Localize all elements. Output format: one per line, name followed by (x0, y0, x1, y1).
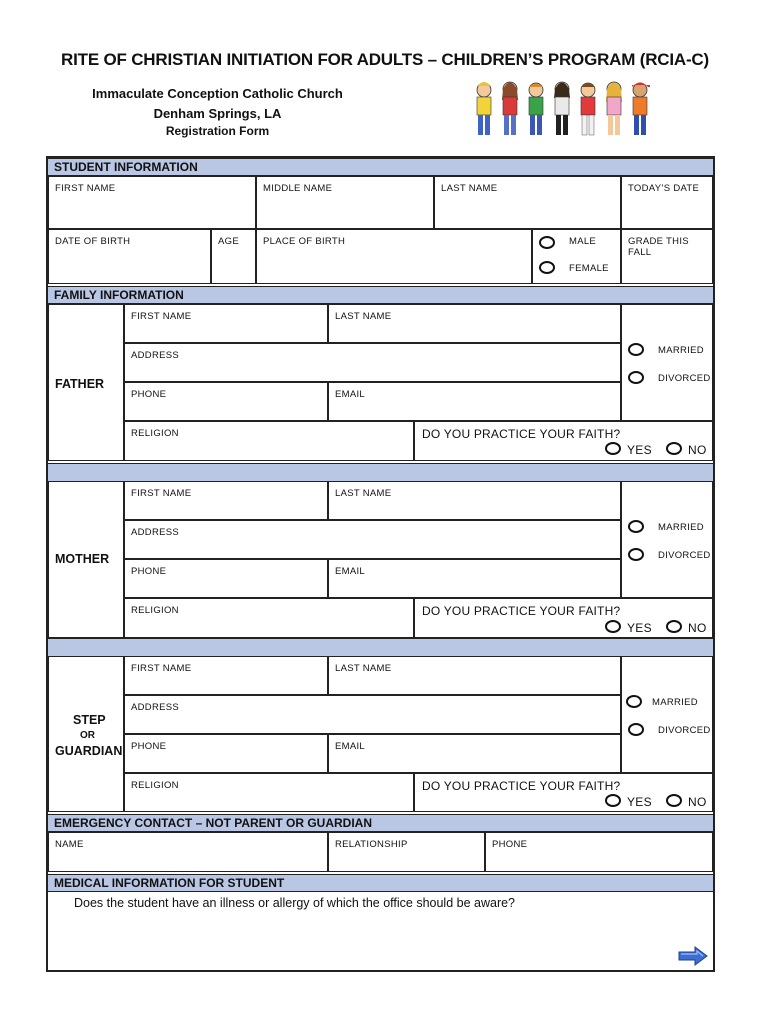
or-label: OR (80, 730, 95, 741)
male-radio[interactable] (539, 236, 555, 249)
label: ADDRESS (131, 350, 180, 361)
male-label: MALE (569, 236, 597, 247)
mother-first-name-field[interactable] (124, 481, 328, 520)
married-label: MARRIED (652, 697, 698, 708)
label: LAST NAME (335, 311, 392, 322)
label: NAME (55, 839, 84, 850)
guardian-email-field[interactable] (328, 734, 621, 773)
mother-married-radio[interactable] (628, 520, 644, 533)
form-title: RITE OF CHRISTIAN INITIATION FOR ADULTS – CHILDREN’S PROGRAM (RCIA-C) (61, 50, 709, 69)
label: LAST NAME (335, 663, 392, 674)
yes-label: YES (627, 795, 652, 809)
father-last-name-field[interactable] (328, 304, 621, 343)
father-religion-field[interactable] (124, 421, 414, 461)
children-illustration (472, 78, 668, 140)
no-label: NO (688, 795, 707, 809)
yes-label: YES (627, 621, 652, 635)
label: LAST NAME (441, 183, 498, 194)
guardian-first-name-field[interactable] (124, 656, 328, 695)
father-email-field[interactable] (328, 382, 621, 421)
label: GRADE THIS FALL (628, 236, 689, 258)
child-figure-5 (581, 83, 595, 135)
child-figure-6 (606, 82, 622, 135)
label: RELATIONSHIP (335, 839, 408, 850)
father-first-name-field[interactable] (124, 304, 328, 343)
label: LAST NAME (335, 488, 392, 499)
father-married-radio[interactable] (628, 343, 644, 356)
label: ADDRESS (131, 527, 180, 538)
father-label: FATHER (55, 377, 105, 391)
mother-religion-field[interactable] (124, 598, 414, 638)
medical-section-header: MEDICAL INFORMATION FOR STUDENT (48, 874, 713, 892)
label: MIDDLE NAME (263, 183, 333, 194)
student-last-name-field[interactable] (434, 176, 621, 229)
father-no-radio[interactable] (666, 442, 682, 455)
guardian-no-radio[interactable] (666, 794, 682, 807)
mother-marital-group (621, 481, 713, 598)
child-figure-4 (554, 82, 570, 135)
guardian-address-field[interactable] (124, 695, 621, 734)
gender-group (532, 229, 621, 284)
mother-address-field[interactable] (124, 520, 621, 559)
label: PLACE OF BIRTH (263, 236, 346, 247)
age-field[interactable] (211, 229, 256, 284)
todays-date-field[interactable] (621, 176, 713, 229)
female-radio[interactable] (539, 261, 555, 274)
emergency-section-header: EMERGENCY CONTACT – NOT PARENT OR GUARDIAN (48, 814, 713, 832)
mother-email-field[interactable] (328, 559, 621, 598)
father-phone-field[interactable] (124, 382, 328, 421)
yes-label: YES (627, 443, 652, 457)
father-marital-group (621, 304, 713, 421)
emergency-relationship-field[interactable] (328, 832, 485, 872)
child-figure-3 (529, 83, 543, 135)
separator-band (48, 463, 713, 482)
step-label: STEP (73, 713, 106, 727)
label: ADDRESS (131, 702, 180, 713)
label: FIRST NAME (131, 663, 192, 674)
date-of-birth-field[interactable] (48, 229, 211, 284)
father-practice-group (414, 421, 713, 461)
mother-no-radio[interactable] (666, 620, 682, 633)
mother-practice-group (414, 598, 713, 638)
separator-band (48, 638, 713, 657)
divorced-label: DIVORCED (658, 725, 711, 736)
label: RELIGION (131, 780, 179, 791)
next-page-arrow-icon[interactable] (678, 946, 708, 966)
label: FIRST NAME (131, 488, 192, 499)
emergency-phone-field[interactable] (485, 832, 713, 872)
father-yes-radio[interactable] (605, 442, 621, 455)
student-middle-name-field[interactable] (256, 176, 434, 229)
mother-block (48, 481, 124, 638)
practice-question: DO YOU PRACTICE YOUR FAITH? (422, 604, 621, 618)
guardian-divorced-radio[interactable] (628, 723, 644, 736)
mother-label: MOTHER (55, 552, 110, 566)
guardian-marital-group (621, 656, 713, 773)
label: FIRST NAME (131, 311, 192, 322)
no-label: NO (688, 621, 707, 635)
guardian-block (48, 656, 124, 812)
practice-question: DO YOU PRACTICE YOUR FAITH? (422, 427, 621, 441)
child-figure-2 (502, 82, 518, 135)
no-label: NO (688, 443, 707, 457)
label: EMAIL (335, 566, 366, 577)
student-first-name-field[interactable] (48, 176, 256, 229)
place-of-birth-field[interactable] (256, 229, 532, 284)
label: AGE (218, 236, 239, 247)
label: RELIGION (131, 428, 179, 439)
mother-last-name-field[interactable] (328, 481, 621, 520)
registration-form (46, 156, 715, 972)
church-name: Immaculate Conception Catholic Church (92, 86, 343, 101)
divorced-label: DIVORCED (658, 373, 711, 384)
label: FIRST NAME (55, 183, 116, 194)
guardian-last-name-field[interactable] (328, 656, 621, 695)
label: PHONE (131, 566, 167, 577)
father-address-field[interactable] (124, 343, 621, 382)
student-section-header: STUDENT INFORMATION (48, 158, 713, 176)
label: PHONE (131, 389, 167, 400)
father-divorced-radio[interactable] (628, 371, 644, 384)
guardian-phone-field[interactable] (124, 734, 328, 773)
label: RELIGION (131, 605, 179, 616)
married-label: MARRIED (658, 345, 704, 356)
label: PHONE (131, 741, 167, 752)
guardian-label: GUARDIAN (55, 744, 123, 758)
emergency-name-field[interactable] (48, 832, 328, 872)
form-name: Registration Form (165, 124, 270, 138)
guardian-practice-group (414, 773, 713, 812)
practice-question: DO YOU PRACTICE YOUR FAITH? (422, 779, 621, 793)
church-location: Denham Springs, LA (153, 106, 282, 121)
mother-phone-field[interactable] (124, 559, 328, 598)
medical-question: Does the student have an illness or allergy of which the office should be aware? (74, 896, 516, 910)
label: TODAY’S DATE (628, 183, 700, 194)
label: DATE OF BIRTH (55, 236, 131, 247)
female-label: FEMALE (569, 263, 609, 274)
guardian-married-radio[interactable] (626, 695, 642, 708)
divorced-label: DIVORCED (658, 550, 711, 561)
father-block (48, 304, 124, 461)
child-figure-7 (632, 83, 650, 136)
label: PHONE (492, 839, 528, 850)
grade-field[interactable] (621, 229, 713, 284)
mother-yes-radio[interactable] (605, 620, 621, 633)
label: EMAIL (335, 389, 366, 400)
guardian-religion-field[interactable] (124, 773, 414, 812)
label: EMAIL (335, 741, 366, 752)
guardian-yes-radio[interactable] (605, 794, 621, 807)
married-label: MARRIED (658, 522, 704, 533)
family-section-header: FAMILY INFORMATION (48, 286, 713, 304)
child-figure-1 (477, 82, 491, 135)
mother-divorced-radio[interactable] (628, 548, 644, 561)
